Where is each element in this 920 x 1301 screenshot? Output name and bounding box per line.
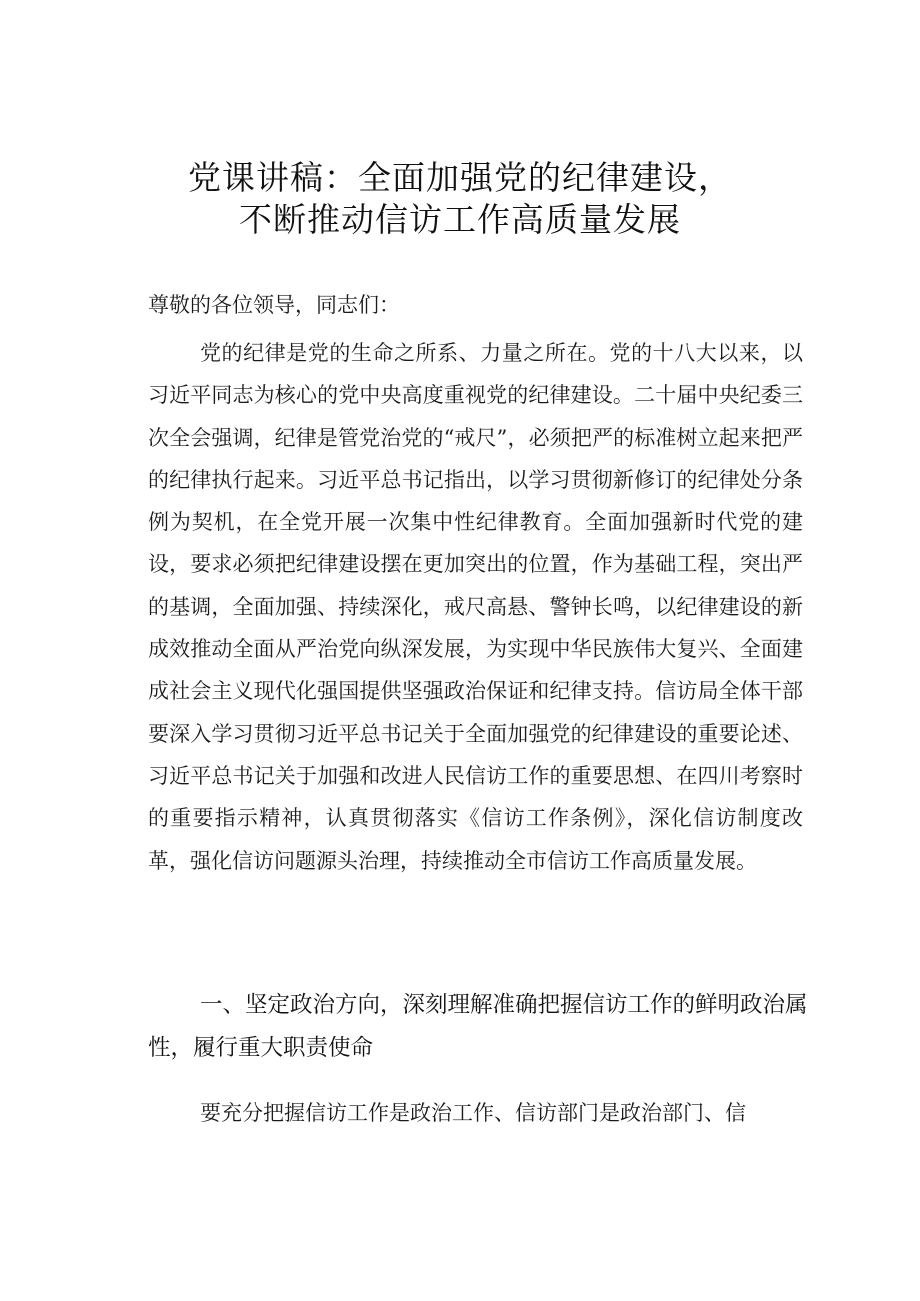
paragraph-2: 要充分把握信访工作是政治工作、信访部门是政治部门、信 (200, 1101, 746, 1125)
section-heading-1: 一、坚定政治方向，深刻理解准确把握信访工作的鲜明政治属性，履行重大职责使命 (148, 992, 808, 1061)
document-title-line-2: 不断推动信访工作高质量发展 (239, 200, 681, 239)
paragraph-1: 党的纪律是党的生命之所系、力量之所在。党的十八大以来，以习近平同志为核心的党中央高度重视党的纪律建设。二十届中央纪委三次全会强调，纪律是管党治党的“戒尺”，必须把严的标准树立起来把严的纪律执行起来。习近平总书记指出，以学习贯彻新修订的纪律处分条例为契机，在全党开展一次集中性纪律教育。全面加强新时代党的建设，要求必须把纪律建设摆在更加突出的位置，作为基础工程，突出严的基调，全面加强、持续深化，戒尺高悬、警钟长鸣，以纪律建设的新成效推动全面从严治党向纵深发展，为实现中华民族伟大复兴、全面建成社会主义现代化强国提供坚强政治保证和纪律支持。信访局全体干部要深入学习贯彻习近平总书记关于全面加强党的纪律建设的重要论述、习近平总书记关于加强和改进人民信访工作的重要思想、在四川考察时的重要指示精神，认真贯彻落实《信访工作条例》，深化信访制度改革，强化信访问题源头治理，持续推动全市信访工作高质量发展。 (148, 341, 803, 873)
document-title-line-1: 党课讲稿：全面加强党的纪律建设， (188, 158, 732, 197)
greeting: 尊敬的各位领导，同志们： (148, 293, 400, 317)
